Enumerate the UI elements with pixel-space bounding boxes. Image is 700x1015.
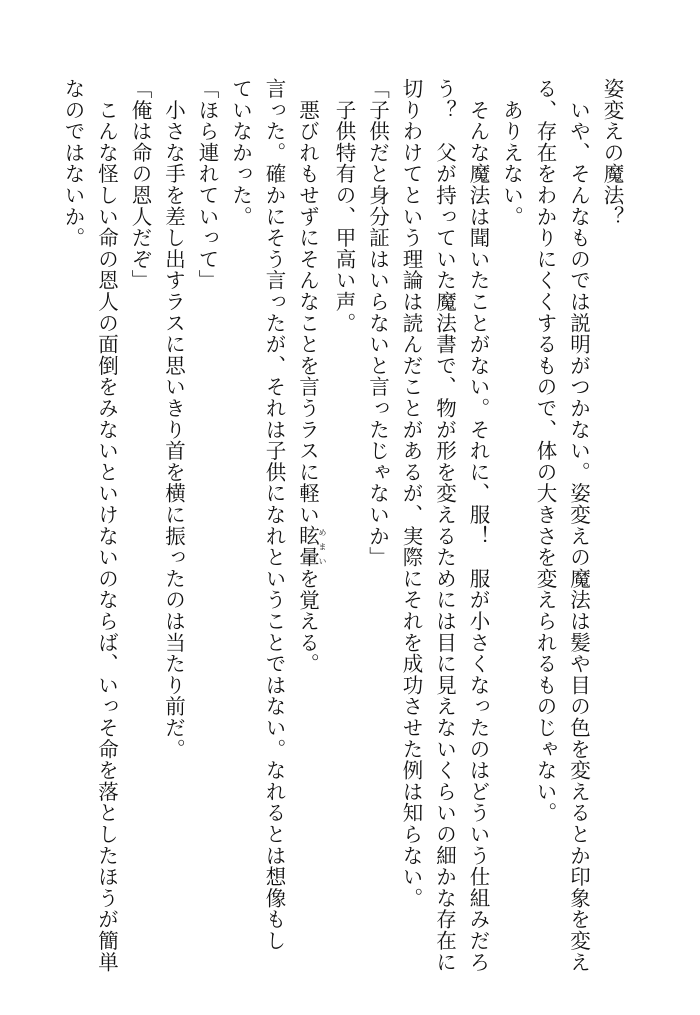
text-segment: 悪びれもせずにそんなことを言うラスに軽い (295, 78, 320, 526)
text-line: る、存在をわかりにくくするもので、体の大きさを変えられるものじゃない。 (533, 78, 557, 824)
text-line: そんな魔法は聞いたことがない。それに、服！ 服が小さくなったのはどういう仕組みだろ (466, 78, 490, 973)
ruby-word (295, 525, 327, 568)
text-line: いや、そんなものでは説明がつかない。姿変えの魔法は髪や目の色を変えるとか印象を変え (566, 78, 591, 973)
text-line: 「子供だと身分証はいらないと言ったじゃないか」 (365, 78, 390, 568)
text-line: 切りわけてという理論は読んだことがあるが、実際にそれを成功させた例は知らない。 (399, 78, 423, 909)
text-line: 「俺は命の恩人だぞ」 (128, 78, 152, 291)
text-line: ていなかった。 (228, 78, 253, 228)
text-segment: を覚える。 (295, 567, 320, 675)
text-line: 「ほら連れていって」 (195, 78, 219, 291)
text-line: う？ 父が持っていた魔法書で、物が形を変えるためには目に見えないくらいの細かな存在に (432, 78, 457, 973)
text-line-with-ruby (290, 78, 327, 978)
text-line: 子供特有の、甲高い声。 (332, 78, 356, 334)
text-line: 姿変えの魔法？ (600, 78, 624, 228)
ruby-reading: めまい (318, 525, 327, 568)
text-line: 言った。確かにそう言ったが、それは子供になれということではない。なれるとは想像もし (262, 78, 286, 952)
ruby-base: 眩暈 (295, 525, 320, 568)
vertical-text-body (56, 78, 629, 978)
text-line: ありえない。 (499, 78, 524, 228)
text-line: こんな怪しい命の恩人の面倒をみないといけないのならば、いっそ命を落としたほうが簡単 (94, 78, 119, 973)
text-line: 小さな手を差し出すラスに思いきり首を横に振ったのは当たり前だ。 (161, 78, 186, 760)
text-line: なのではないか。 (61, 78, 85, 249)
